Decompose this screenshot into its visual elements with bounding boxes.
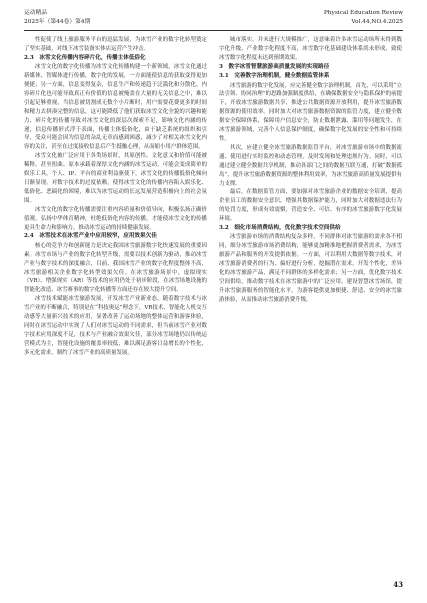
- body-paragraph: 其次，应建立健全冰雪旅游数据监管平台，对冰雪旅游市场中的数据流通、使用进行实时监控和动态管理，及时发现和处理违规行为。同时，可以通过建立健全数据共享机制，推动各部门之间的数据互联互通，打破“数据孤岛”，提升冰雪旅游数据资源的整体利用效率，为冰雪旅游高质量发展提供有力支撑。: [219, 144, 402, 187]
- right-column: [219, 36, 402, 305]
- left-column: [24, 36, 207, 358]
- journal-name-en: Physical Education Review: [323, 10, 403, 16]
- header-rule: [24, 30, 403, 31]
- body-paragraph: 冰雪文化的数字化传播需要注重内容质量和价值导向，积极弘扬正确价值观，弘扬中华体育精神，杜绝低俗化内容的传播，才能使冰雪文化的传播更具生命力和影响力，推动冰雪运动的持续健康发展。: [24, 206, 207, 231]
- subsection-heading: 2.3 冰雪文化传播内容碎片化，传播主体低俗化: [24, 54, 146, 61]
- subsection-heading: 3.2 细化市场消费结构，优化数字技术空间供给: [219, 225, 341, 232]
- subsection-heading: 2.4 冰雪技术在冰雪产业中应用较窄，应用效果欠佳: [24, 233, 157, 240]
- body-paragraph: 冰雪旅游的数字化发展，应完善健全数字治理机制，首先，可以采用“立法引领、协同治理”的思路加强制度供给，在确保数据安全与隐私保护的前提下，开放冰雪旅游数据共享，推进公共数据资源开放利用，提升冰雪旅游数据资源的使用效率。同时加大对冰雪旅游数据资源的监管力度，建立健全数据安全保障体系，保障用户信息安全，防止数据泄露、滥用等问题发生，在冰雪旅游领域，完善个人信息保护制度，确保数字化发展的安全性和可持续性。: [219, 82, 402, 142]
- header-left: [24, 9, 90, 27]
- body-paragraph: 冰雪文化的数字化传播为冰雪文化传播构建一个新领域，冰雪文化通过新媒体、智媒体进行传播，数字化的发展，一方面能使信息的获取变得更加便捷；另一方面，信息变得复杂，信息生产和传递趋于泛滥化和分散化，内容碎片化也可能导致真正有价值的信息被掩盖在大量的无关信息之中，难以引起足够重视。当信息被切割成无数个小片断时，用户需要花费更多的时间和精力去拼凑完整的信息，这可能降低了他们获取冰雪文化全貌的兴趣和能力，碎片化的传播导致对冰雪文化的深层次探索不足，影响文化内涵的传递，信息传播形式浮于表面，传播主体低俗化，由于缺乏系统的组织和引导，受众可能会因为信息的杂乱无章而感到困惑，减少了对相关冰雪文化内容的关注，甚至在过度接收信息后产生抵触心理，从而缩小用户群体范围。: [24, 64, 207, 151]
- journal-name-cn: 运动精品: [24, 10, 48, 16]
- running-header: [24, 9, 403, 31]
- issue-en: Vol.44,NO.4.2025: [351, 19, 403, 25]
- section-heading: 3 数字冰雪智慧旅游高质量发展的实现路径: [219, 63, 330, 70]
- page-number: 43: [393, 580, 403, 589]
- body-paragraph: 冰雪文化被广泛应用于各类场景时，其原创性、文化意义和价值可能被稀释，甚至扭曲。原本承载着深厚文化内涵的冰雪运动，可能会变成简单的娱乐工具。个人、IP、平台的商业利益驱使下，冰雪文化的传播低俗化倾向日渐显现。对数字技术的过度依赖，使得冰雪文化的传播内容陷入娱乐化、低俗化、恶搞化的困境，难以为冰雪运动的长远发展营造积极向上的社会氛围。: [24, 153, 207, 204]
- body-paragraph: 城市落实，并未进行大规模推广，这意味着许多冰雪运动场所未得到数字化升级，产业数字化程度不高，冰雪数字化基础建设体系尚未形成，致使冰雪数字化程度未达到预期效果。: [219, 37, 402, 61]
- body-paragraph: 冰雪旅游市场的消费结构复杂多样，不同群体对冰雪旅游的需求各不相同，细分冰雪旅游市场消费结构，能够更加精准地把握消费者需求，为冰雪旅游产品和服务的开发提供依据。一方面，可以利用大数据等数字技术，对冰雪旅游消费者的行为、偏好进行分析，挖掘潜在需求，开发个性化、差异化的冰雪旅游产品，满足不同群体的多样化需求；另一方面，优化数字技术空间供给，推动数字技术在冰雪旅游中的广泛应用，建设智慧冰雪场馆，提升冰雪旅游服务的智能化水平，为游客提供更加便捷、舒适、安全的冰雪旅游体验，从而推动冰雪旅游消费升级。: [219, 234, 402, 303]
- header-right: [324, 9, 403, 27]
- body-paragraph: 核心的竞争力和创新能力是决定我国冰雪旅游数字化快速发展的重要因素。冰雪市场与产业的数字化转型升级，需要以技术创新为驱动，推动冰雪产业与数字技术的深度融合，目前，我国冰雪产业的数字化程度整体不高，冰雪旅游相关企业数字化转型效果欠佳。在冰雪旅游场景中，虚拟现实（VR）、增强现实（AR）等技术的应用仍处于初步阶段，在冰雪场地设施的智能化改造、冰雪赛事的数字化转播等方面还存在较大提升空间。: [24, 242, 207, 294]
- issue-cn: 2025年（第44卷）第4期: [24, 19, 91, 25]
- body-paragraph: 性促使了线上旅游服务平台的迅猛发展，为冰雪产业的数字化转型奠定了坚实基础，对线下冰雪装备实体店运营产生冲击。: [24, 37, 207, 52]
- body-paragraph: 最后，在数据监管方面，要加强对冰雪旅游企业的数据安全培训，提高企业员工的数据安全意识，增强其数据保护能力，同时加大对数据违法行为的处罚力度，形成有效震慑，营造安全、可信、有序的冰雪旅游数字化发展环境。: [219, 189, 402, 223]
- body-paragraph: 冰雪技术赋能冰雪旅游发展，开发冰雪产业新业态，随着数字技术与冰雪产业的不断融合，特别是在“科技奥运”理念下，VR技术、智能化人机交互动感等大量新兴技术的应用，显著改善了运动场地的整体运营和游客体验，同时在冰雪运动中实现了人们对冰雪运动的不同需求，但当前冰雪产业对数字技术应用深度不足，技术与产业融合效果欠佳，部分冰雪场地仍以传统运营模式为主，智能化设施的覆盖率较低，难以满足游客日益增长的个性化、多元化需求，制约了冰雪产业的高质量发展。: [24, 296, 207, 356]
- subsection-heading: 3.1 完善数字治理机制，健全数据监管体系: [219, 73, 330, 80]
